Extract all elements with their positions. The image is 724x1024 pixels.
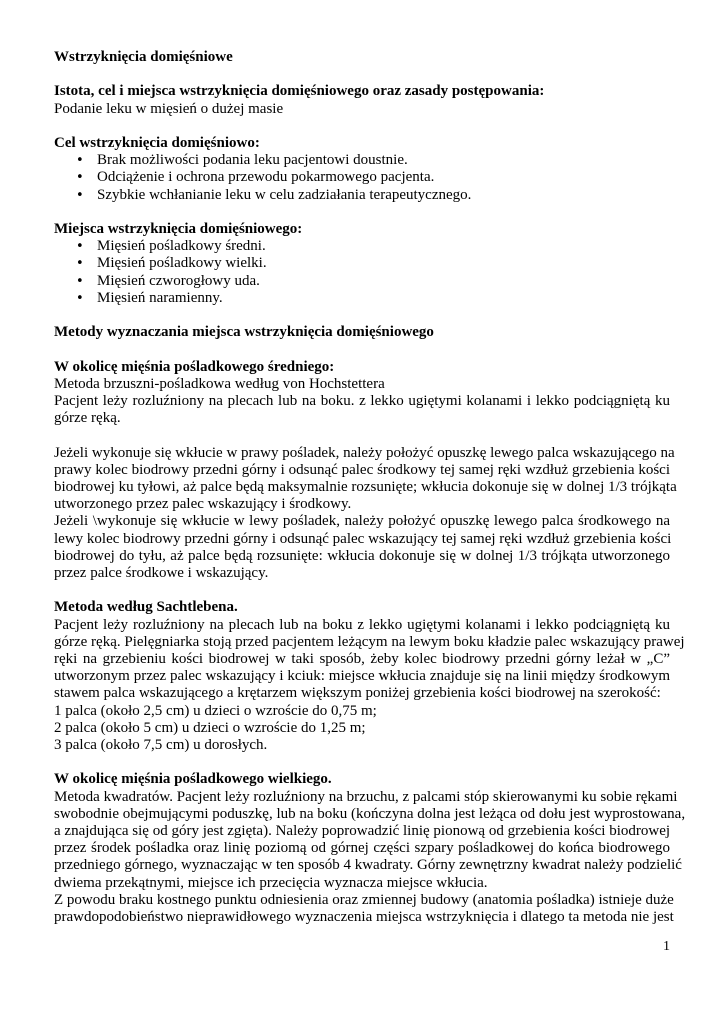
list-item: • Mięsień pośladkowy wielki. [54,255,670,272]
list-item: • Mięsień naramienny. [54,290,670,307]
sites-list [54,238,670,307]
paragraph-line: Pacjent leży rozluźniony na plecach lub na boku z lekko ugiętymi kolanami i lekko podciągniętą ku [54,616,670,633]
paragraph-line: stawem palca wskazującego a krętarzem większym poniżej grzebienia kości biodrowej na szerokość: [54,685,661,702]
section-heading-sites: Miejsca wstrzyknięcia domięśniowego: [54,220,303,237]
section-heading-essence: Istota, cel i miejsca wstrzyknięcia domięśniowego oraz zasady postępowania: [54,83,545,100]
paragraph-line: ręki na grzebieniu kości biodrowej w taki sposób, żeby kolec biodrowy przedni górny leżał w „C” [54,651,670,667]
paragraph-line: 3 palca (około 7,5 cm) u dorosłych. [54,737,268,754]
paragraph-line: Jeżeli \wykonuje się wkłucie w lewy pośladek, należy położyć opuszkę lewego palca środkowego na [54,513,670,530]
list-item: • Mięsień czworogłowy uda. [54,273,670,290]
document-title: Wstrzyknięcia domięśniowe [54,49,233,65]
paragraph-line: biodrowej ku tyłowi, aż palce będą maksymalnie rozsunięte; wkłucia dokonuje się w dolnej 1/3 trójkąta [54,478,677,495]
list-item: • Szybkie wchłanianie leku w celu zadziałania terapeutycznego. [54,187,670,204]
paragraph-line: biodrowej do tyłu, aż palce będą rozsunięte: wkłucia dokonuje się w dolnej 1/3 trójkąta utworzonego [54,547,670,564]
paragraph-line: prawdopodobieństwo nieprawidłowego wyznaczenia miejsca wstrzyknięcia i dlatego ta metoda nie jest [54,909,674,926]
paragraph-line: utworzonym przez palec wskazujący i kciuk: miejsce wkłucia znajduje się na linii między środkowym [54,668,670,685]
section-heading-sachtleben: Metoda według Sachtlebena. [54,599,238,616]
page-number: 1 [663,939,670,954]
paragraph-line: Jeżeli wykonuje się wkłucie w prawy pośladek, należy położyć opuszkę lewego palca wskazującego na [54,444,675,461]
purpose-list [54,152,670,204]
paragraph-line: a znajdująca się od góry jest zgięta). Należy poprowadzić linię pionową od grzebienia kości biodrowej [54,823,671,840]
paragraph-line: górze ręką. [54,410,121,427]
paragraph-line: 1 palca (około 2,5 cm) u dzieci o wzroście do 0,75 m; [54,702,377,719]
paragraph-line: przez palce środkowe i wskazujący. [54,565,269,581]
section-heading-purpose: Cel wstrzyknięcia domięśniowo: [54,134,260,151]
list-item: • Mięsień pośladkowy średni. [54,238,670,255]
list-item: • Odciążenie i ochrona przewodu pokarmowego pacjenta. [54,169,670,186]
paragraph-line: przedniego górnego, wyznaczając w ten sposób 4 kwadraty. Górny zewnętrzny kwadrat należy podzielić [54,857,682,874]
list-item: • Brak możliwości podania leku pacjentowi doustnie. [54,152,670,169]
paragraph-line: Pacjent leży rozluźniony na plecach lub na boku. z lekko ugiętymi kolanami i lekko podciągniętą ku [54,392,670,409]
paragraph-line: Metoda kwadratów. Pacjent leży rozluźniony na brzuchu, z palcami stóp skierowanymi ku sobie rękami [54,788,678,805]
paragraph-line: Podanie leku w mięsień o dużej masie [54,100,284,117]
section-heading-gluteus-medius: W okolicę mięśnia pośladkowego średniego: [54,358,335,375]
section-heading-methods: Metody wyznaczania miejsca wstrzyknięcia domięśniowego [54,324,434,341]
paragraph-line: przez środek pośladka oraz linię poziomą od górnej części szpary pośladkowej do końca biodrowego [54,840,670,857]
paragraph-line: Metoda brzuszni-pośladkowa według von Hochstettera [54,375,385,392]
paragraph-line: 2 palca (około 5 cm) u dzieci o wzroście do 1,25 m; [54,719,366,736]
paragraph-line: górze ręką. Pielęgniarka stoją przed pacjentem leżącym na lewym boku kładzie palec wskazujący prawej [54,633,685,650]
paragraph-line: prawy kolec biodrowy przedni górny i odsunąć palec środkowy tej samej ręki wzdłuż grzebienia kości [54,461,670,478]
paragraph-line: Z powodu braku kostnego punktu odniesienia oraz zmiennej budowy (anatomia pośladka) istnieje duże [54,891,674,908]
paragraph-line: lewy kolec biodrowy przedni górny i odsunąć palec wskazujący tej samej ręki wzdłuż grzebienia kości [54,530,672,547]
paragraph-line: utworzonego przez palec wskazujący i środkowy. [54,496,352,513]
paragraph-line: dwiema przekątnymi, miejsce ich przecięcia wyznacza miejsce wkłucia. [54,874,488,891]
section-heading-gluteus-maximus: W okolicę mięśnia pośladkowego wielkiego. [54,771,332,788]
paragraph-line: swobodnie obejmującymi poduszkę, lub na boku (kończyna dolna jest leżąca od dołu jest wyprostowana, [54,805,686,822]
